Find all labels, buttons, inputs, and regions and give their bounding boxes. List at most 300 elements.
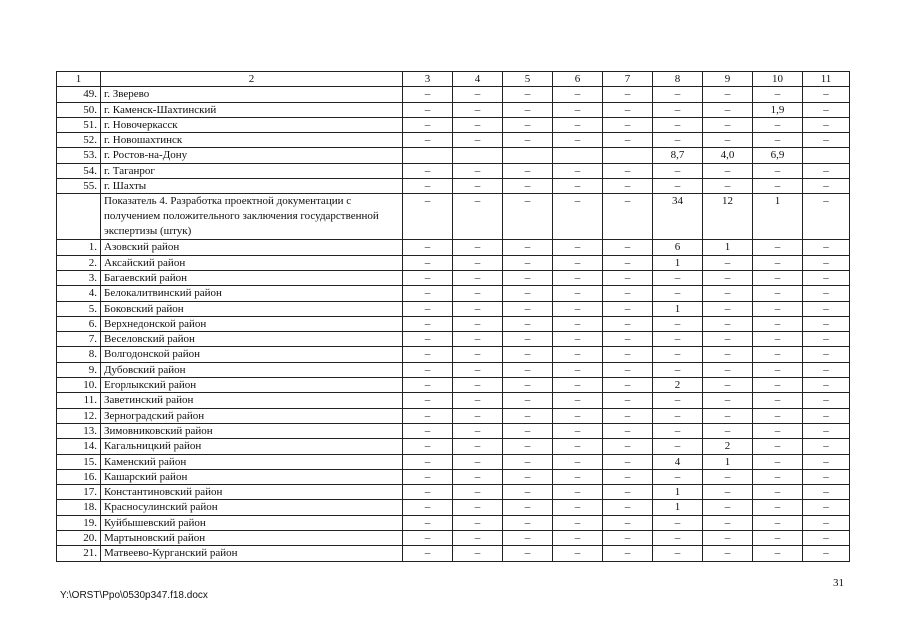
value-cell: – <box>653 515 703 530</box>
row-name: Константиновский район <box>101 485 403 500</box>
value-cell: – <box>453 439 503 454</box>
value-cell: 1 <box>703 240 753 255</box>
value-cell: – <box>703 133 753 148</box>
value-cell: – <box>803 102 850 117</box>
row-name: г. Новочеркасск <box>101 117 403 132</box>
value-cell: – <box>453 515 503 530</box>
table-row <box>57 194 850 240</box>
value-cell: – <box>453 362 503 377</box>
value-cell: 1 <box>703 454 753 469</box>
value-cell: – <box>603 469 653 484</box>
value-cell: – <box>553 485 603 500</box>
row-number: 54. <box>57 163 101 178</box>
value-cell: – <box>403 500 453 515</box>
row-number: 9. <box>57 362 101 377</box>
value-cell: – <box>803 301 850 316</box>
value-cell: – <box>403 179 453 194</box>
table-row <box>57 408 850 423</box>
value-cell: – <box>653 316 703 331</box>
value-cell: – <box>753 469 803 484</box>
row-name: г. Ростов-на-Дону <box>101 148 403 163</box>
value-cell: – <box>753 485 803 500</box>
row-number: 6. <box>57 316 101 331</box>
value-cell: – <box>603 133 653 148</box>
value-cell: – <box>753 286 803 301</box>
value-cell: – <box>553 102 603 117</box>
value-cell: – <box>803 117 850 132</box>
value-cell: – <box>403 301 453 316</box>
value-cell: 6 <box>653 240 703 255</box>
value-cell: – <box>553 255 603 270</box>
value-cell: – <box>703 347 753 362</box>
row-name: г. Новошахтинск <box>101 133 403 148</box>
value-cell: – <box>553 515 603 530</box>
value-cell: – <box>753 255 803 270</box>
value-cell: – <box>753 378 803 393</box>
value-cell: – <box>503 87 553 102</box>
value-cell: – <box>803 515 850 530</box>
value-cell: – <box>403 531 453 546</box>
value-cell: – <box>453 133 503 148</box>
value-cell: – <box>603 500 653 515</box>
value-cell: – <box>653 469 703 484</box>
value-cell: – <box>453 316 503 331</box>
value-cell: – <box>553 362 603 377</box>
value-cell: – <box>803 163 850 178</box>
value-cell: – <box>553 270 603 285</box>
value-cell: – <box>603 546 653 561</box>
value-cell: 1 <box>653 255 703 270</box>
row-name: Кагальницкий район <box>101 439 403 454</box>
value-cell: – <box>653 163 703 178</box>
value-cell: 1 <box>653 500 703 515</box>
value-cell: – <box>503 454 553 469</box>
value-cell: – <box>753 301 803 316</box>
value-cell: – <box>803 531 850 546</box>
table-row <box>57 469 850 484</box>
table-row <box>57 148 850 163</box>
value-cell: – <box>503 194 553 240</box>
value-cell: – <box>553 454 603 469</box>
value-cell: – <box>553 133 603 148</box>
value-cell: – <box>403 240 453 255</box>
value-cell: – <box>403 439 453 454</box>
value-cell: – <box>603 194 653 240</box>
table-row <box>57 439 850 454</box>
table-row <box>57 102 850 117</box>
value-cell: – <box>753 393 803 408</box>
value-cell: – <box>603 393 653 408</box>
value-cell: – <box>503 347 553 362</box>
value-cell: – <box>453 423 503 438</box>
row-name: Матвеево-Курганский район <box>101 546 403 561</box>
value-cell: – <box>403 515 453 530</box>
value-cell: – <box>503 439 553 454</box>
value-cell: – <box>603 316 653 331</box>
value-cell: – <box>403 423 453 438</box>
value-cell: – <box>703 87 753 102</box>
value-cell: – <box>803 194 850 240</box>
value-cell: – <box>553 163 603 178</box>
value-cell: – <box>453 500 503 515</box>
value-cell: – <box>603 454 653 469</box>
header-cell: 5 <box>503 72 553 87</box>
row-name: г. Шахты <box>101 179 403 194</box>
value-cell: – <box>503 531 553 546</box>
row-number: 12. <box>57 408 101 423</box>
value-cell: – <box>653 423 703 438</box>
row-name: Красносулинский район <box>101 500 403 515</box>
row-name: г. Зверево <box>101 87 403 102</box>
value-cell: – <box>653 270 703 285</box>
value-cell: 6,9 <box>753 148 803 163</box>
row-number <box>57 194 101 240</box>
value-cell: – <box>553 286 603 301</box>
table-row <box>57 546 850 561</box>
value-cell: – <box>503 500 553 515</box>
value-cell: – <box>403 163 453 178</box>
value-cell: – <box>503 423 553 438</box>
value-cell: – <box>803 133 850 148</box>
value-cell: – <box>553 469 603 484</box>
value-cell: – <box>703 102 753 117</box>
value-cell: – <box>703 163 753 178</box>
row-name: Дубовский район <box>101 362 403 377</box>
row-number: 13. <box>57 423 101 438</box>
table-row <box>57 301 850 316</box>
value-cell: – <box>403 133 453 148</box>
value-cell: – <box>503 515 553 530</box>
table-row <box>57 485 850 500</box>
value-cell: – <box>803 316 850 331</box>
value-cell: – <box>503 362 553 377</box>
table-row <box>57 316 850 331</box>
table-row <box>57 133 850 148</box>
row-number: 2. <box>57 255 101 270</box>
row-name: Волгодонской район <box>101 347 403 362</box>
value-cell: – <box>403 332 453 347</box>
value-cell: – <box>653 332 703 347</box>
row-number: 51. <box>57 117 101 132</box>
value-cell: – <box>753 423 803 438</box>
value-cell <box>403 148 453 163</box>
value-cell: 1,9 <box>753 102 803 117</box>
value-cell: 4,0 <box>703 148 753 163</box>
value-cell: – <box>753 179 803 194</box>
value-cell: – <box>703 270 753 285</box>
value-cell: – <box>803 546 850 561</box>
value-cell: – <box>803 240 850 255</box>
value-cell: – <box>453 270 503 285</box>
value-cell: 1 <box>653 485 703 500</box>
row-number: 8. <box>57 347 101 362</box>
value-cell: – <box>803 378 850 393</box>
value-cell: – <box>753 500 803 515</box>
row-name: Верхнедонской район <box>101 316 403 331</box>
table-row <box>57 87 850 102</box>
value-cell: – <box>603 179 653 194</box>
value-cell <box>603 148 653 163</box>
value-cell: – <box>803 270 850 285</box>
value-cell: – <box>503 332 553 347</box>
header-cell: 11 <box>803 72 850 87</box>
value-cell: – <box>753 454 803 469</box>
value-cell: – <box>753 362 803 377</box>
row-number: 18. <box>57 500 101 515</box>
value-cell: – <box>703 286 753 301</box>
value-cell: – <box>553 316 603 331</box>
value-cell: – <box>453 378 503 393</box>
row-number: 15. <box>57 454 101 469</box>
value-cell: – <box>553 500 603 515</box>
value-cell: – <box>453 286 503 301</box>
value-cell: – <box>653 439 703 454</box>
table-row <box>57 347 850 362</box>
value-cell: – <box>753 332 803 347</box>
value-cell: – <box>503 270 553 285</box>
value-cell: – <box>803 439 850 454</box>
value-cell: – <box>503 316 553 331</box>
value-cell: – <box>803 469 850 484</box>
row-name: г. Каменск-Шахтинский <box>101 102 403 117</box>
value-cell: – <box>503 393 553 408</box>
row-number: 49. <box>57 87 101 102</box>
table-row <box>57 179 850 194</box>
row-number: 17. <box>57 485 101 500</box>
value-cell: – <box>653 102 703 117</box>
table-row <box>57 362 850 377</box>
value-cell <box>803 148 850 163</box>
value-cell: – <box>403 316 453 331</box>
value-cell: – <box>603 347 653 362</box>
value-cell: – <box>603 87 653 102</box>
value-cell: – <box>403 87 453 102</box>
row-number: 1. <box>57 240 101 255</box>
value-cell: – <box>453 531 503 546</box>
value-cell: – <box>603 362 653 377</box>
value-cell: – <box>653 117 703 132</box>
value-cell: – <box>453 469 503 484</box>
value-cell: – <box>703 531 753 546</box>
value-cell: – <box>503 378 553 393</box>
value-cell: – <box>453 87 503 102</box>
value-cell: – <box>453 163 503 178</box>
value-cell: 2 <box>653 378 703 393</box>
row-name: г. Таганрог <box>101 163 403 178</box>
value-cell: – <box>703 546 753 561</box>
table-row <box>57 240 850 255</box>
value-cell: – <box>403 362 453 377</box>
value-cell: – <box>453 347 503 362</box>
value-cell: – <box>703 393 753 408</box>
value-cell: – <box>753 347 803 362</box>
value-cell: – <box>653 546 703 561</box>
row-number: 14. <box>57 439 101 454</box>
row-number: 3. <box>57 270 101 285</box>
value-cell: – <box>603 240 653 255</box>
value-cell: 8,7 <box>653 148 703 163</box>
row-name: Заветинский район <box>101 393 403 408</box>
value-cell: – <box>403 485 453 500</box>
value-cell: – <box>553 546 603 561</box>
value-cell: – <box>653 393 703 408</box>
value-cell: – <box>753 515 803 530</box>
row-number: 21. <box>57 546 101 561</box>
value-cell: 1 <box>653 301 703 316</box>
value-cell: – <box>553 531 603 546</box>
value-cell: – <box>803 485 850 500</box>
row-name: Аксайский район <box>101 255 403 270</box>
row-number: 4. <box>57 286 101 301</box>
value-cell: – <box>803 423 850 438</box>
row-number: 50. <box>57 102 101 117</box>
value-cell: – <box>753 270 803 285</box>
row-number: 55. <box>57 179 101 194</box>
value-cell: – <box>753 316 803 331</box>
header-cell: 9 <box>703 72 753 87</box>
value-cell: – <box>653 179 703 194</box>
value-cell: – <box>703 332 753 347</box>
value-cell: – <box>803 408 850 423</box>
value-cell: – <box>603 163 653 178</box>
value-cell: – <box>403 102 453 117</box>
value-cell: – <box>403 546 453 561</box>
value-cell: – <box>653 531 703 546</box>
table-row <box>57 515 850 530</box>
value-cell: – <box>703 301 753 316</box>
value-cell: – <box>603 255 653 270</box>
value-cell: – <box>453 454 503 469</box>
row-number: 11. <box>57 393 101 408</box>
value-cell: – <box>453 255 503 270</box>
value-cell: – <box>453 117 503 132</box>
value-cell: – <box>753 408 803 423</box>
value-cell: – <box>603 485 653 500</box>
value-cell: – <box>703 515 753 530</box>
table-row <box>57 378 850 393</box>
value-cell: – <box>803 179 850 194</box>
file-path: Y:\ORST\Ppo\0530p347.f18.docx <box>60 590 208 601</box>
header-cell: 8 <box>653 72 703 87</box>
value-cell: – <box>803 393 850 408</box>
value-cell: – <box>403 270 453 285</box>
value-cell: – <box>403 393 453 408</box>
value-cell: 1 <box>753 194 803 240</box>
value-cell: – <box>453 240 503 255</box>
row-number: 5. <box>57 301 101 316</box>
value-cell: – <box>703 316 753 331</box>
table-body <box>57 87 850 561</box>
row-number: 52. <box>57 133 101 148</box>
value-cell: 34 <box>653 194 703 240</box>
value-cell: – <box>603 301 653 316</box>
value-cell: – <box>753 117 803 132</box>
value-cell: – <box>803 347 850 362</box>
row-name: Азовский район <box>101 240 403 255</box>
row-name: Боковский район <box>101 301 403 316</box>
value-cell: – <box>453 393 503 408</box>
value-cell: – <box>703 117 753 132</box>
table-row <box>57 454 850 469</box>
table-row <box>57 286 850 301</box>
value-cell: 2 <box>703 439 753 454</box>
value-cell <box>503 148 553 163</box>
row-number: 20. <box>57 531 101 546</box>
value-cell: – <box>503 546 553 561</box>
value-cell: – <box>503 255 553 270</box>
header-cell: 7 <box>603 72 653 87</box>
table-row <box>57 163 850 178</box>
row-number: 16. <box>57 469 101 484</box>
value-cell: – <box>503 286 553 301</box>
value-cell: – <box>703 500 753 515</box>
value-cell: – <box>803 332 850 347</box>
header-cell: 6 <box>553 72 603 87</box>
value-cell: – <box>403 194 453 240</box>
value-cell: – <box>753 439 803 454</box>
value-cell: – <box>503 117 553 132</box>
value-cell: – <box>753 133 803 148</box>
table-row <box>57 500 850 515</box>
value-cell: – <box>653 286 703 301</box>
value-cell: – <box>553 439 603 454</box>
value-cell: – <box>603 531 653 546</box>
value-cell: – <box>603 408 653 423</box>
header-cell: 10 <box>753 72 803 87</box>
row-number: 10. <box>57 378 101 393</box>
value-cell: – <box>803 286 850 301</box>
value-cell: – <box>803 454 850 469</box>
value-cell: – <box>403 347 453 362</box>
value-cell: – <box>553 117 603 132</box>
table-row <box>57 270 850 285</box>
table-row <box>57 393 850 408</box>
header-cell: 2 <box>101 72 403 87</box>
value-cell: – <box>703 179 753 194</box>
value-cell: – <box>753 546 803 561</box>
value-cell: – <box>603 439 653 454</box>
table-row <box>57 531 850 546</box>
table-row <box>57 423 850 438</box>
value-cell: – <box>653 133 703 148</box>
value-cell: – <box>403 454 453 469</box>
row-name: Куйбышевский район <box>101 515 403 530</box>
value-cell: – <box>603 117 653 132</box>
value-cell: – <box>803 87 850 102</box>
value-cell: – <box>553 393 603 408</box>
value-cell: – <box>603 270 653 285</box>
value-cell: – <box>653 347 703 362</box>
value-cell: – <box>703 485 753 500</box>
value-cell: – <box>803 255 850 270</box>
value-cell: – <box>703 255 753 270</box>
value-cell: – <box>453 408 503 423</box>
value-cell: – <box>703 469 753 484</box>
row-name: Белокалитвинский район <box>101 286 403 301</box>
value-cell: – <box>453 485 503 500</box>
value-cell: – <box>703 408 753 423</box>
value-cell: – <box>453 194 503 240</box>
value-cell: – <box>503 408 553 423</box>
value-cell: – <box>753 240 803 255</box>
value-cell: – <box>603 515 653 530</box>
value-cell: – <box>503 240 553 255</box>
value-cell: – <box>453 332 503 347</box>
value-cell: – <box>403 117 453 132</box>
value-cell: – <box>553 332 603 347</box>
row-name: Каменский район <box>101 454 403 469</box>
value-cell: – <box>503 179 553 194</box>
